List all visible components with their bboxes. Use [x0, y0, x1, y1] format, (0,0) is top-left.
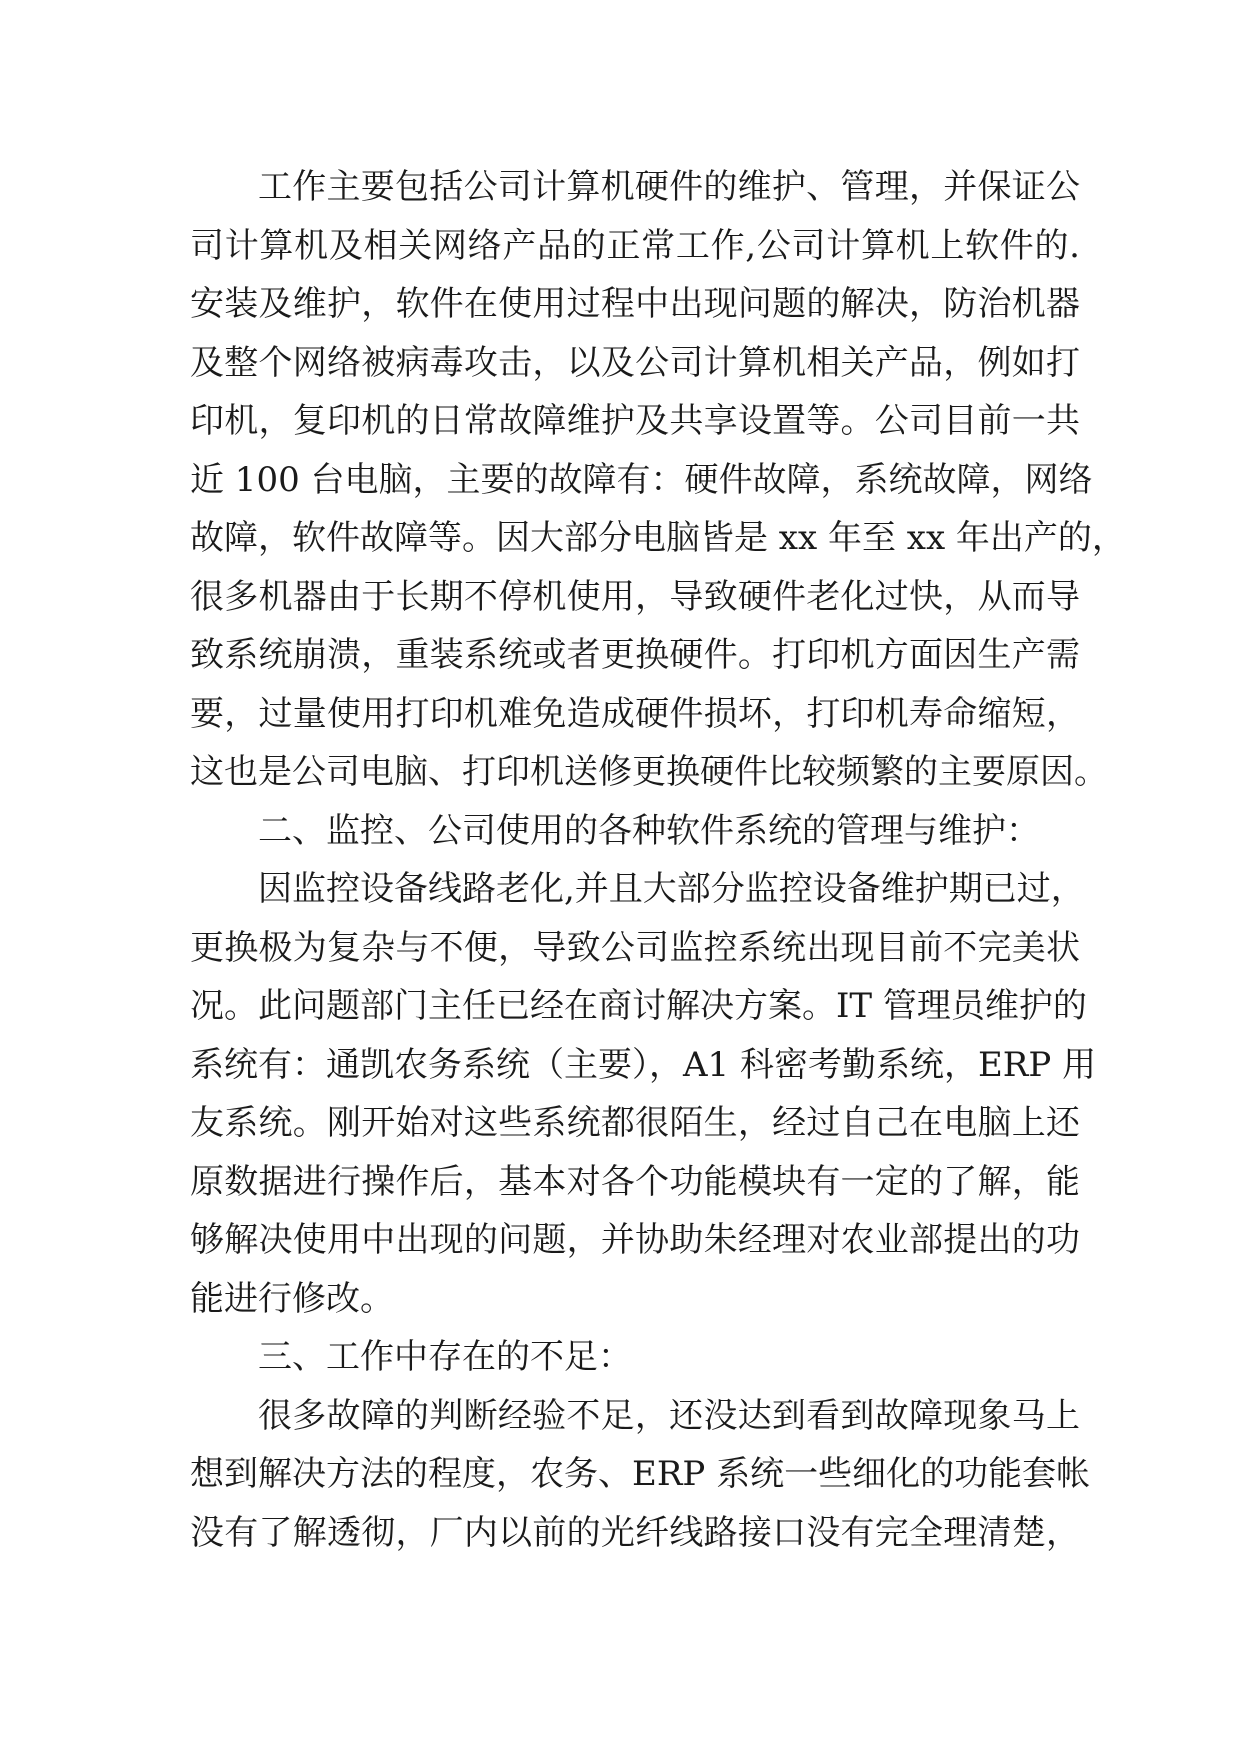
text-line: 印机，复印机的日常故障维护及共享设置等。公司目前一共: [190, 401, 1080, 441]
text-line: 因监控设备线路老化,并且大部分监控设备维护期已过，: [258, 869, 1085, 909]
text-line: 友系统。刚开始对这些系统都很陌生，经过自己在电脑上还: [190, 1103, 1080, 1143]
section-heading: 三、工作中存在的不足：: [258, 1337, 632, 1377]
text-line: 及整个网络被病毒攻击，以及公司计算机相关产品，例如打: [190, 342, 1080, 383]
text-line: 能进行修改。: [190, 1278, 394, 1319]
text-line: 近 100 台电脑，主要的故障有：硬件故障，系统故障，网络: [190, 459, 1093, 500]
text-line: 故障，软件故障等。因大部分电脑皆是 xx 年至 xx 年出产的，: [190, 518, 1126, 558]
text-line: 原数据进行操作后，基本对各个功能模块有一定的了解，能: [190, 1161, 1080, 1202]
text-line: 很多机器由于长期不停机使用，导致硬件老化过快，从而导: [190, 576, 1080, 617]
text-line: 更换极为复杂与不便，导致公司监控系统出现目前不完美状: [190, 927, 1080, 968]
text-line: 致系统崩溃，重装系统或者更换硬件。打印机方面因生产需: [190, 635, 1080, 675]
text-line: 要，过量使用打印机难免造成硬件损坏，打印机寿命缩短，: [190, 693, 1080, 734]
text-line: 况。此问题部门主任已经在商讨解决方案。IT 管理员维护的: [190, 986, 1087, 1026]
text-line: 司计算机及相关网络产品的正常工作,公司计算机上软件的.: [190, 225, 1080, 266]
body-text: [190, 158, 1126, 1562]
text-line: 很多故障的判断经验不足，还没达到看到故障现象马上: [258, 1395, 1080, 1436]
text-line: 没有了解透彻，厂内以前的光纤线路接口没有完全理清楚，: [190, 1512, 1080, 1553]
text-line: 安装及维护，软件在使用过程中出现问题的解决，防治机器: [190, 284, 1080, 324]
text-line: 这也是公司电脑、打印机送修更换硬件比较频繁的主要原因。: [190, 752, 1108, 792]
section-heading: 二、监控、公司使用的各种软件系统的管理与维护：: [258, 810, 1040, 851]
text-line: 想到解决方法的程度，农务、ERP 系统一些细化的功能套帐: [190, 1454, 1091, 1494]
text-line: 系统有：通凯农务系统（主要），A1 科密考勤系统，ERP 用: [190, 1044, 1097, 1085]
text-line: 工作主要包括公司计算机硬件的维护、管理，并保证公: [258, 167, 1080, 207]
text-line: 够解决使用中出现的问题，并协助朱经理对农业部提出的功: [190, 1220, 1080, 1260]
